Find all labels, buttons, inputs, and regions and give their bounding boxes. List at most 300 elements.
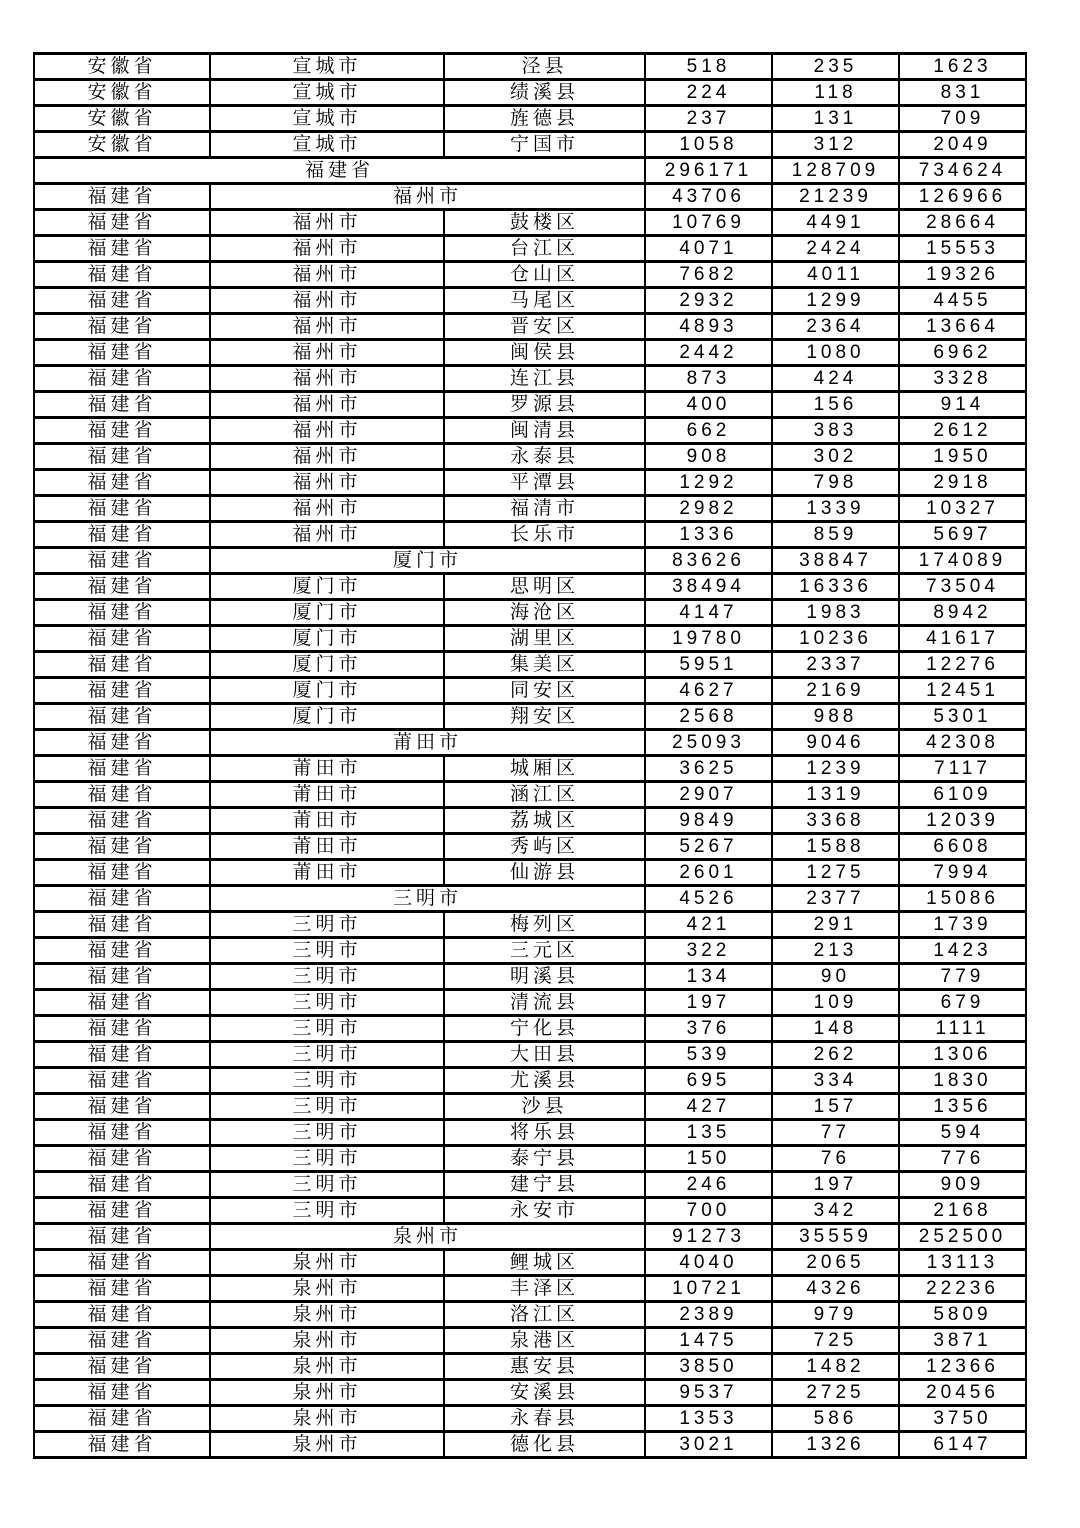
county-cell: 仓山区 [444,262,645,288]
region-row [34,678,1026,704]
city-cell: 厦门市 [210,704,444,730]
province-cell: 福建省 [34,808,210,834]
province-cell: 福建省 [34,1146,210,1172]
value-cell-3: 10327 [899,496,1026,522]
county-cell: 平潭县 [444,470,645,496]
value-cell-3: 2049 [899,132,1026,158]
value-cell-2: 798 [772,470,899,496]
value-cell-2: 2424 [772,236,899,262]
value-cell-1: 700 [645,1198,772,1224]
value-cell-2: 38847 [772,548,899,574]
county-cell: 思明区 [444,574,645,600]
value-cell-1: 135 [645,1120,772,1146]
value-cell-2: 312 [772,132,899,158]
value-cell-2: 424 [772,366,899,392]
value-cell-3: 174089 [899,548,1026,574]
county-cell: 罗源县 [444,392,645,418]
county-cell: 三元区 [444,938,645,964]
county-cell: 同安区 [444,678,645,704]
value-cell-2: 1983 [772,600,899,626]
city-total-row [34,548,1026,574]
value-cell-3: 7994 [899,860,1026,886]
province-cell: 福建省 [34,990,210,1016]
value-cell-1: 5267 [645,834,772,860]
city-cell: 泉州市 [210,1302,444,1328]
value-cell-1: 1336 [645,522,772,548]
value-cell-3: 6147 [899,1432,1026,1458]
value-cell-1: 4147 [645,600,772,626]
province-cell: 安徽省 [34,80,210,106]
region-row [34,1016,1026,1042]
value-cell-2: 302 [772,444,899,470]
region-row [34,314,1026,340]
county-cell: 泰宁县 [444,1146,645,1172]
county-cell: 城厢区 [444,756,645,782]
province-cell: 福建省 [34,340,210,366]
city-cell: 莆田市 [210,782,444,808]
value-cell-1: 400 [645,392,772,418]
province-cell: 福建省 [34,704,210,730]
value-cell-3: 8942 [899,600,1026,626]
county-cell: 永安市 [444,1198,645,1224]
county-cell: 集美区 [444,652,645,678]
value-cell-3: 914 [899,392,1026,418]
region-row [34,1380,1026,1406]
value-cell-2: 90 [772,964,899,990]
city-cell: 福州市 [210,288,444,314]
province-cell: 福建省 [34,1302,210,1328]
county-cell: 闽侯县 [444,340,645,366]
county-cell: 泉港区 [444,1328,645,1354]
region-row [34,1120,1026,1146]
province-cell: 福建省 [34,496,210,522]
value-cell-1: 2442 [645,340,772,366]
county-cell: 绩溪县 [444,80,645,106]
value-cell-1: 695 [645,1068,772,1094]
province-cell: 福建省 [34,236,210,262]
value-cell-2: 213 [772,938,899,964]
province-total-row [34,158,1026,184]
region-row [34,756,1026,782]
province-cell: 福建省 [34,470,210,496]
value-cell-2: 979 [772,1302,899,1328]
value-cell-3: 5301 [899,704,1026,730]
value-cell-1: 4071 [645,236,772,262]
city-cell: 三明市 [210,938,444,964]
county-cell: 晋安区 [444,314,645,340]
county-cell: 连江县 [444,366,645,392]
city-total-cell: 莆田市 [210,730,645,756]
province-cell: 福建省 [34,652,210,678]
value-cell-1: 2932 [645,288,772,314]
value-cell-1: 4627 [645,678,772,704]
value-cell-2: 2364 [772,314,899,340]
value-cell-3: 6608 [899,834,1026,860]
value-cell-2: 586 [772,1406,899,1432]
value-cell-2: 1482 [772,1354,899,1380]
value-cell-3: 1356 [899,1094,1026,1120]
value-cell-1: 539 [645,1042,772,1068]
value-cell-1: 4040 [645,1250,772,1276]
region-row [34,236,1026,262]
region-row [34,392,1026,418]
region-row [34,938,1026,964]
value-cell-1: 134 [645,964,772,990]
city-cell: 福州市 [210,340,444,366]
region-row [34,782,1026,808]
value-cell-2: 725 [772,1328,899,1354]
county-cell: 宁国市 [444,132,645,158]
value-cell-3: 42308 [899,730,1026,756]
city-cell: 厦门市 [210,574,444,600]
value-cell-3: 709 [899,106,1026,132]
city-total-cell: 厦门市 [210,548,645,574]
value-cell-3: 15553 [899,236,1026,262]
province-cell: 福建省 [34,678,210,704]
value-cell-3: 5809 [899,1302,1026,1328]
province-cell: 安徽省 [34,132,210,158]
value-cell-1: 25093 [645,730,772,756]
province-total-cell: 福建省 [34,158,645,184]
city-cell: 莆田市 [210,808,444,834]
city-cell: 泉州市 [210,1380,444,1406]
county-cell: 福清市 [444,496,645,522]
value-cell-1: 1353 [645,1406,772,1432]
province-cell: 福建省 [34,626,210,652]
region-row [34,1432,1026,1458]
region-row [34,262,1026,288]
value-cell-3: 22236 [899,1276,1026,1302]
province-cell: 福建省 [34,288,210,314]
value-cell-3: 779 [899,964,1026,990]
county-cell: 涵江区 [444,782,645,808]
region-statistics-table-container [33,52,1027,1459]
city-cell: 泉州市 [210,1328,444,1354]
value-cell-3: 6109 [899,782,1026,808]
province-cell: 福建省 [34,1198,210,1224]
city-total-cell: 福州市 [210,184,645,210]
city-cell: 福州市 [210,522,444,548]
value-cell-3: 831 [899,80,1026,106]
county-cell: 丰泽区 [444,1276,645,1302]
value-cell-2: 2377 [772,886,899,912]
province-cell: 福建省 [34,1328,210,1354]
value-cell-3: 126966 [899,184,1026,210]
value-cell-2: 35559 [772,1224,899,1250]
value-cell-3: 28664 [899,210,1026,236]
value-cell-2: 1339 [772,496,899,522]
value-cell-2: 3368 [772,808,899,834]
city-cell: 厦门市 [210,678,444,704]
value-cell-2: 4011 [772,262,899,288]
city-cell: 福州市 [210,366,444,392]
city-total-row [34,886,1026,912]
city-cell: 三明市 [210,964,444,990]
value-cell-3: 3871 [899,1328,1026,1354]
region-row [34,600,1026,626]
value-cell-3: 5697 [899,522,1026,548]
value-cell-1: 1475 [645,1328,772,1354]
province-cell: 福建省 [34,210,210,236]
value-cell-1: 224 [645,80,772,106]
county-cell: 旌德县 [444,106,645,132]
value-cell-3: 909 [899,1172,1026,1198]
value-cell-3: 13113 [899,1250,1026,1276]
value-cell-2: 118 [772,80,899,106]
city-cell: 莆田市 [210,834,444,860]
city-cell: 福州市 [210,418,444,444]
province-cell: 福建省 [34,730,210,756]
value-cell-3: 679 [899,990,1026,1016]
value-cell-2: 9046 [772,730,899,756]
region-row [34,496,1026,522]
city-cell: 泉州市 [210,1276,444,1302]
city-cell: 福州市 [210,262,444,288]
value-cell-2: 131 [772,106,899,132]
province-cell: 福建省 [34,860,210,886]
value-cell-1: 2907 [645,782,772,808]
value-cell-2: 334 [772,1068,899,1094]
region-row [34,444,1026,470]
region-row [34,860,1026,886]
city-cell: 三明市 [210,1146,444,1172]
city-cell: 福州市 [210,392,444,418]
value-cell-2: 197 [772,1172,899,1198]
value-cell-1: 1058 [645,132,772,158]
county-cell: 马尾区 [444,288,645,314]
value-cell-1: 4526 [645,886,772,912]
value-cell-1: 2601 [645,860,772,886]
region-row [34,418,1026,444]
value-cell-1: 10769 [645,210,772,236]
value-cell-1: 246 [645,1172,772,1198]
city-cell: 三明市 [210,1068,444,1094]
value-cell-1: 322 [645,938,772,964]
city-cell: 泉州市 [210,1250,444,1276]
value-cell-2: 4491 [772,210,899,236]
value-cell-1: 662 [645,418,772,444]
county-cell: 鼓楼区 [444,210,645,236]
province-cell: 安徽省 [34,54,210,80]
region-row [34,808,1026,834]
city-cell: 宣城市 [210,132,444,158]
province-cell: 福建省 [34,782,210,808]
region-row [34,470,1026,496]
region-row [34,652,1026,678]
value-cell-3: 1623 [899,54,1026,80]
value-cell-1: 5951 [645,652,772,678]
value-cell-3: 2918 [899,470,1026,496]
province-cell: 福建省 [34,314,210,340]
value-cell-3: 7117 [899,756,1026,782]
value-cell-2: 1326 [772,1432,899,1458]
city-cell: 福州市 [210,210,444,236]
value-cell-1: 9537 [645,1380,772,1406]
province-cell: 福建省 [34,262,210,288]
city-total-row [34,1224,1026,1250]
city-cell: 三明市 [210,1042,444,1068]
province-cell: 福建省 [34,1354,210,1380]
value-cell-2: 859 [772,522,899,548]
value-cell-2: 21239 [772,184,899,210]
city-cell: 厦门市 [210,652,444,678]
county-cell: 安溪县 [444,1380,645,1406]
value-cell-1: 4893 [645,314,772,340]
city-cell: 泉州市 [210,1432,444,1458]
value-cell-2: 2065 [772,1250,899,1276]
value-cell-3: 12276 [899,652,1026,678]
value-cell-1: 197 [645,990,772,1016]
city-cell: 宣城市 [210,106,444,132]
region-row [34,1354,1026,1380]
city-cell: 宣城市 [210,80,444,106]
value-cell-3: 12366 [899,1354,1026,1380]
region-row [34,288,1026,314]
city-cell: 厦门市 [210,626,444,652]
city-cell: 三明市 [210,1094,444,1120]
value-cell-3: 776 [899,1146,1026,1172]
city-cell: 泉州市 [210,1354,444,1380]
county-cell: 鲤城区 [444,1250,645,1276]
county-cell: 清流县 [444,990,645,1016]
value-cell-2: 2725 [772,1380,899,1406]
value-cell-1: 1292 [645,470,772,496]
city-cell: 泉州市 [210,1406,444,1432]
province-cell: 福建省 [34,1094,210,1120]
value-cell-3: 3750 [899,1406,1026,1432]
province-cell: 福建省 [34,756,210,782]
value-cell-3: 1423 [899,938,1026,964]
value-cell-1: 2982 [645,496,772,522]
city-total-row [34,730,1026,756]
province-cell: 福建省 [34,964,210,990]
province-cell: 福建省 [34,1016,210,1042]
city-cell: 福州市 [210,496,444,522]
province-cell: 福建省 [34,1068,210,1094]
value-cell-3: 20456 [899,1380,1026,1406]
region-row [34,964,1026,990]
province-cell: 福建省 [34,366,210,392]
value-cell-1: 19780 [645,626,772,652]
county-cell: 惠安县 [444,1354,645,1380]
value-cell-2: 262 [772,1042,899,1068]
value-cell-1: 9849 [645,808,772,834]
county-cell: 荔城区 [444,808,645,834]
county-cell: 湖里区 [444,626,645,652]
value-cell-2: 1275 [772,860,899,886]
region-row [34,80,1026,106]
value-cell-3: 252500 [899,1224,1026,1250]
value-cell-2: 342 [772,1198,899,1224]
value-cell-1: 91273 [645,1224,772,1250]
value-cell-1: 873 [645,366,772,392]
city-cell: 福州市 [210,444,444,470]
province-cell: 福建省 [34,444,210,470]
county-cell: 梅列区 [444,912,645,938]
region-row [34,990,1026,1016]
province-cell: 福建省 [34,1432,210,1458]
value-cell-1: 2389 [645,1302,772,1328]
county-cell: 闽清县 [444,418,645,444]
value-cell-2: 235 [772,54,899,80]
value-cell-1: 38494 [645,574,772,600]
value-cell-1: 237 [645,106,772,132]
city-cell: 三明市 [210,1016,444,1042]
region-row [34,1172,1026,1198]
value-cell-2: 109 [772,990,899,1016]
value-cell-2: 988 [772,704,899,730]
county-cell: 建宁县 [444,1172,645,1198]
value-cell-3: 2168 [899,1198,1026,1224]
value-cell-2: 156 [772,392,899,418]
value-cell-1: 10721 [645,1276,772,1302]
county-cell: 长乐市 [444,522,645,548]
province-cell: 福建省 [34,886,210,912]
city-cell: 三明市 [210,1198,444,1224]
region-row [34,1250,1026,1276]
value-cell-2: 1299 [772,288,899,314]
region-row [34,1042,1026,1068]
value-cell-1: 427 [645,1094,772,1120]
value-cell-3: 1830 [899,1068,1026,1094]
value-cell-2: 10236 [772,626,899,652]
value-cell-2: 4326 [772,1276,899,1302]
value-cell-1: 376 [645,1016,772,1042]
value-cell-2: 16336 [772,574,899,600]
county-cell: 尤溪县 [444,1068,645,1094]
province-cell: 福建省 [34,184,210,210]
county-cell: 大田县 [444,1042,645,1068]
value-cell-1: 2568 [645,704,772,730]
value-cell-3: 1306 [899,1042,1026,1068]
city-cell: 三明市 [210,912,444,938]
city-cell: 福州市 [210,236,444,262]
value-cell-1: 83626 [645,548,772,574]
region-row [34,1094,1026,1120]
province-cell: 福建省 [34,522,210,548]
region-row [34,1406,1026,1432]
city-cell: 福州市 [210,470,444,496]
county-cell: 沙县 [444,1094,645,1120]
city-cell: 厦门市 [210,600,444,626]
region-row [34,132,1026,158]
county-cell: 德化县 [444,1432,645,1458]
value-cell-3: 1111 [899,1016,1026,1042]
province-cell: 福建省 [34,834,210,860]
province-cell: 福建省 [34,1172,210,1198]
province-cell: 福建省 [34,1276,210,1302]
region-statistics-table [33,52,1027,1459]
value-cell-2: 1319 [772,782,899,808]
region-row [34,54,1026,80]
city-total-cell: 泉州市 [210,1224,645,1250]
province-cell: 福建省 [34,1406,210,1432]
value-cell-2: 76 [772,1146,899,1172]
region-row [34,834,1026,860]
region-row [34,1068,1026,1094]
value-cell-2: 1239 [772,756,899,782]
city-total-row [34,184,1026,210]
region-row [34,1146,1026,1172]
city-cell: 莆田市 [210,756,444,782]
region-row [34,106,1026,132]
value-cell-2: 157 [772,1094,899,1120]
province-cell: 福建省 [34,1120,210,1146]
value-cell-2: 148 [772,1016,899,1042]
city-cell: 莆田市 [210,860,444,886]
city-total-cell: 三明市 [210,886,645,912]
region-row [34,626,1026,652]
